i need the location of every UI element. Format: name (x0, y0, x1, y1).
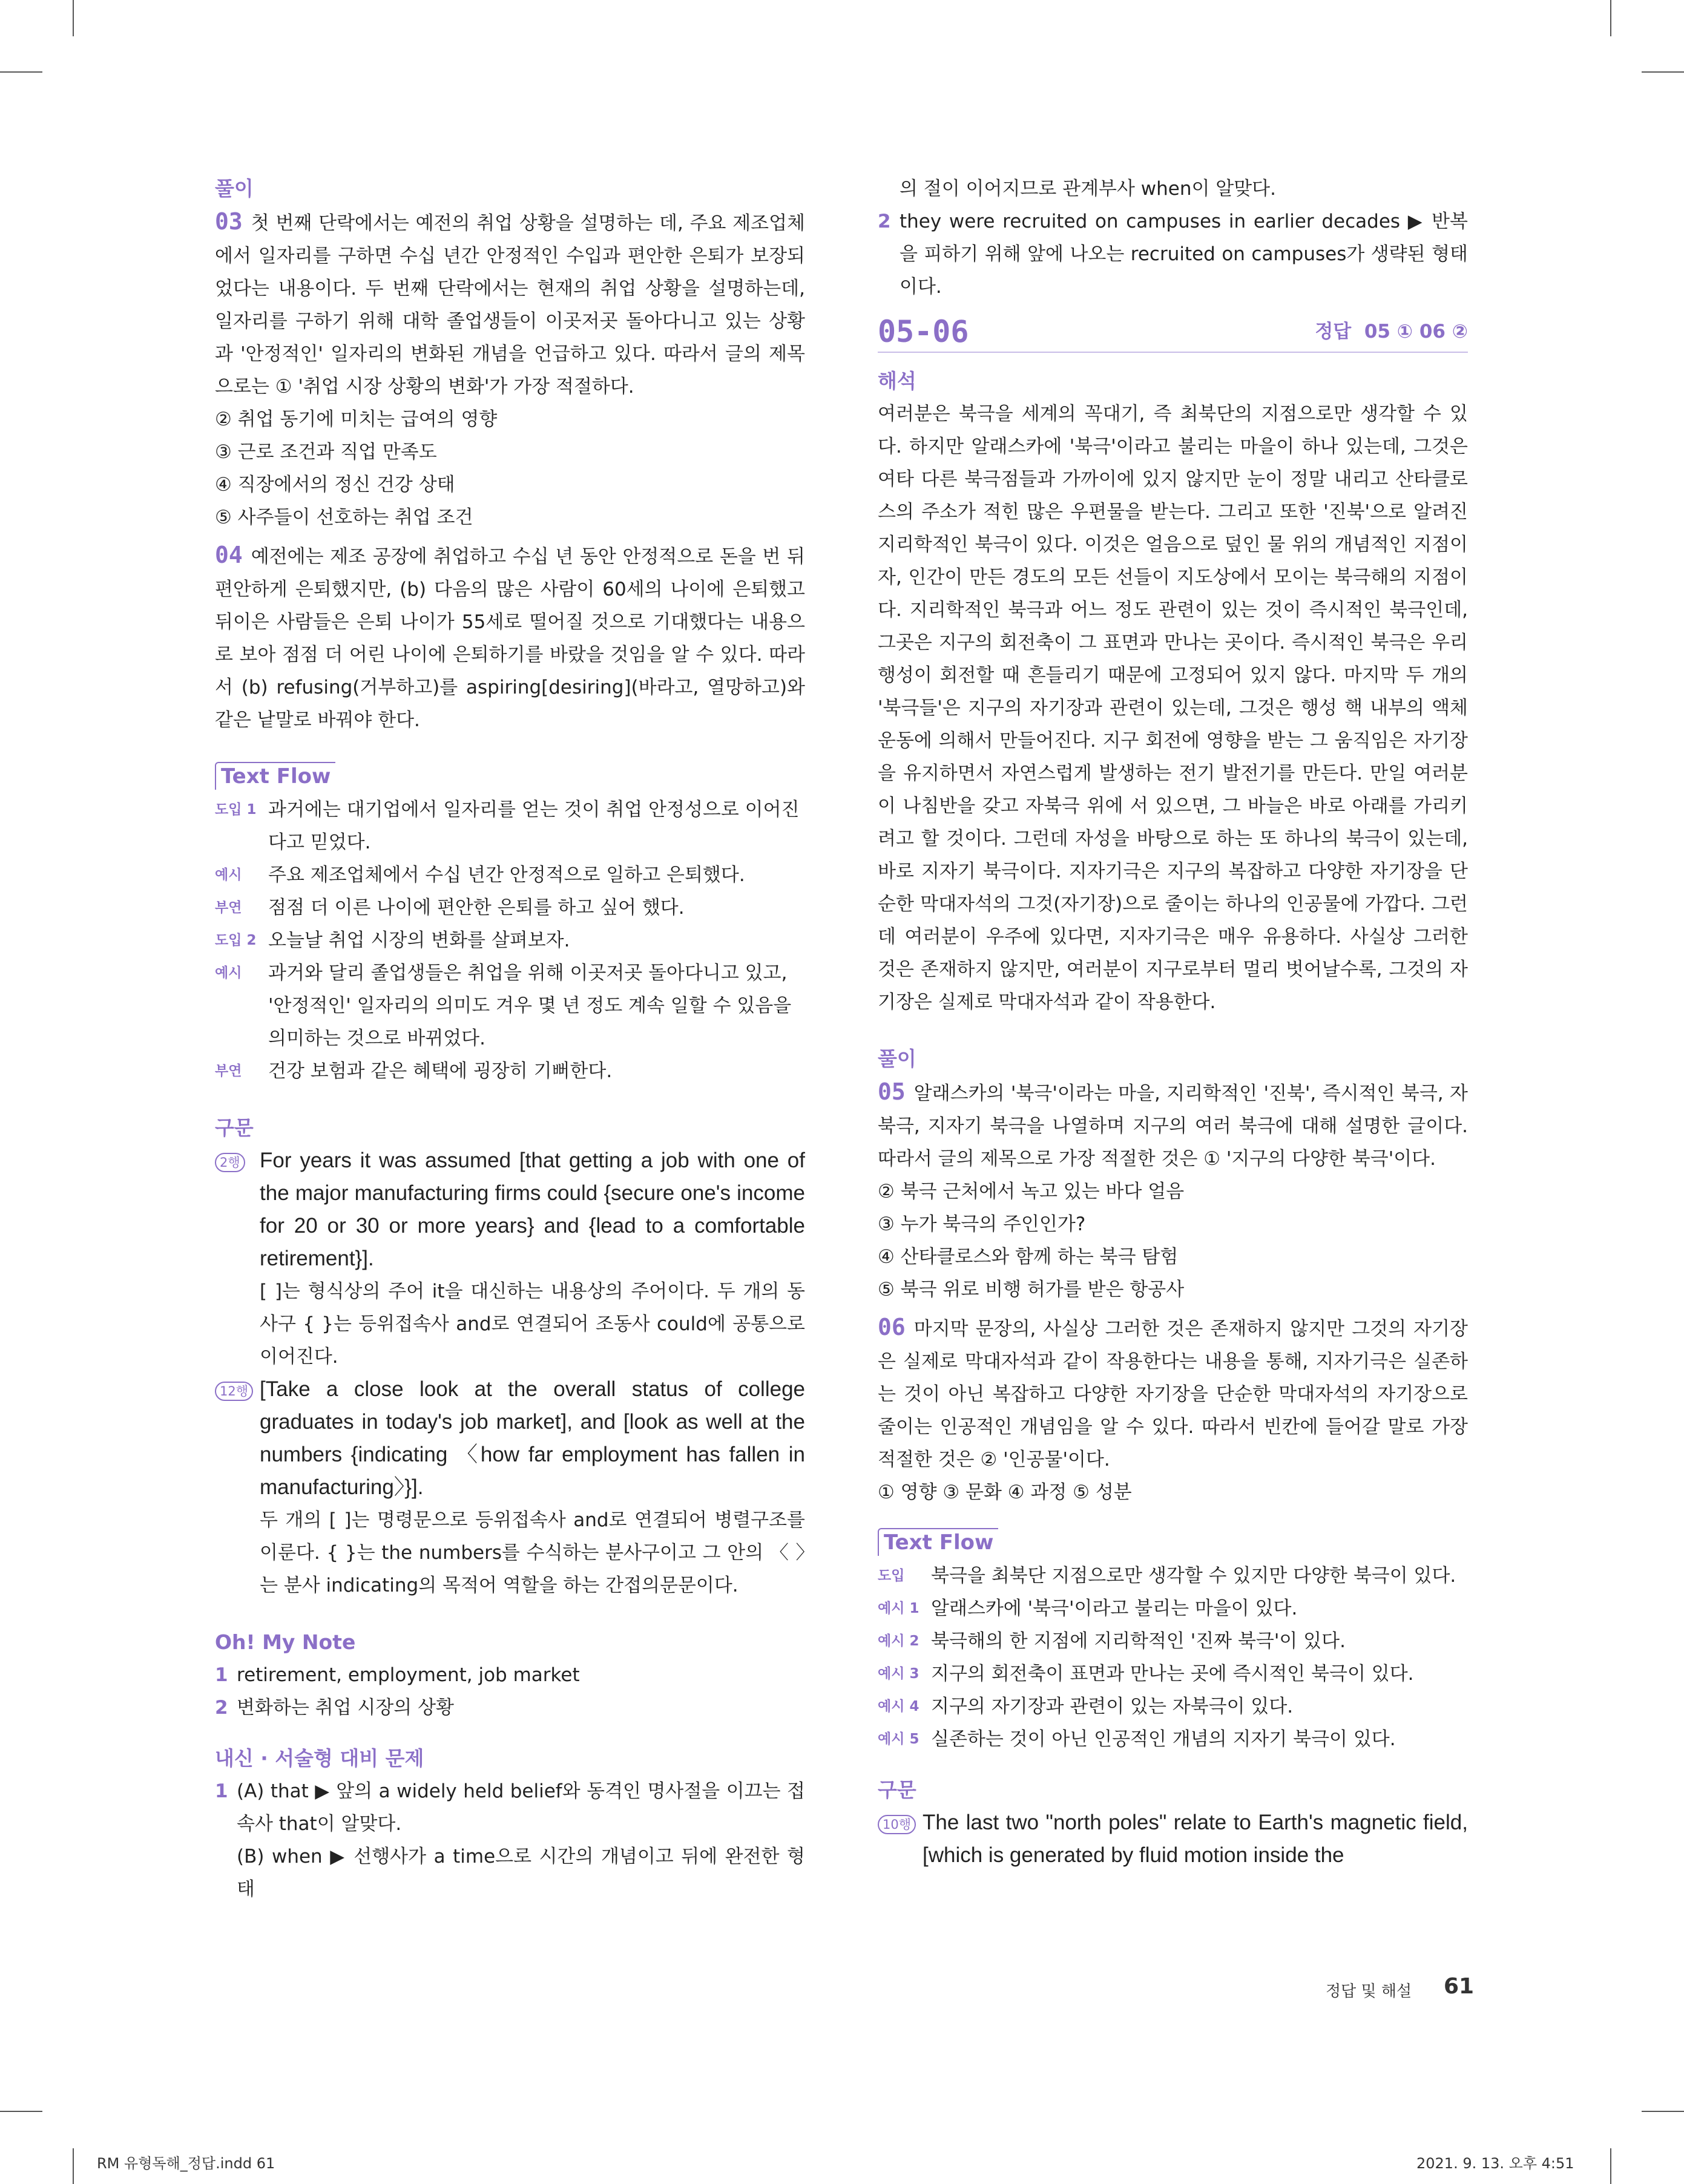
exercise-answer: 1 (A) that ▶ 앞의 a widely held belief와 동격인 명사절을 이끄는 접속사 that이 알맞다. (B) when ▶ 선행사가 a time으로 시간의 개념이고 뒤에 완전한 형태 (215, 1775, 805, 1906)
q03-text: 첫 번째 단락에서는 예전의 취업 상황을 설명하는 데, 주요 제조업체에서 일자리를 구하면 수십 년간 안정적인 수입과 편안한 은퇴가 보장되었다는 내용이다. 두 번째 단락에서는 현재의 취업 상황을 설명하는데, 일자리를 구하기 위해 대학 졸업생들이 이곳저곳 돌아다니고 있는 상황과 '안정적인' 일자리의 변화된 개념을 언급하고 있다. 따라서 글의 제목으로는 ① '취업 시장 상황의 변화'가 가장 적절하다. (215, 212, 805, 398)
text-flow-item (215, 793, 805, 859)
text-flow-label: 도입 1 (215, 802, 257, 818)
my-note-heading: Oh! My Note (215, 1630, 356, 1654)
print-date: 2021. 9. 13. 오후 4:51 (1416, 2155, 1574, 2172)
crop-mark (1642, 71, 1684, 73)
exercise-answer: 2 they were recruited on campuses in earlier decades ▶ 반복을 피하기 위해 앞에 나오는 recruited on campuses가 생략된 형태이다. (878, 211, 1468, 298)
text-flow-label: 도입 2 (215, 933, 257, 948)
text-flow-label: 예시 (215, 867, 242, 883)
q03-number: 03 (215, 208, 243, 235)
text-flow-text: 과거에는 대기업에서 일자리를 얻는 것이 취업 안정성으로 이어진다고 믿었다. (268, 799, 800, 853)
footer-section-label: 정답 및 해설 (1326, 1982, 1412, 2001)
q03-option: ③ 근로 조건과 직업 만족도 (215, 441, 437, 463)
grammar-explanation: 두 개의 [ ]는 명령문으로 등위접속사 and로 연결되어 병렬구조를 이룬다. { }는 the numbers를 수식하는 분사구이고 그 안의 〈 〉는 분사 indicating의 목적어 역할을 하는 간접의문문이다. (260, 1509, 805, 1596)
text-flow-item (215, 1055, 805, 1087)
crop-mark (73, 2148, 74, 2184)
q05-option: ④ 산타클로스와 함께 하는 북극 탐험 (878, 1246, 1179, 1268)
grammar-heading: 구문 (215, 1116, 254, 1140)
page-number: 61 (1444, 1974, 1475, 1999)
q06-explanation: 06 마지막 문장의, 사실상 그러한 것은 존재하지 않지만 그것의 자기장은 실제로 막대자석과 같이 작용한다는 내용을 통해, 지자기극은 실존하는 것이 아닌 복잡하고 다양한 자기장을 단순한 막대자석의 자기장으로 줄이는 인공적인 개념임을 알 수 있다. 따라서 빈칸에 들어갈 말로 가장 적절한 것은 ② '인공물'이다. (878, 1314, 1468, 1471)
grammar-explanation: [ ]는 형식상의 주어 it을 대신하는 내용상의 주어이다. 두 개의 동사구 { }는 등위접속사 and로 연결되어 조동사 could에 공통으로 이어진다. (260, 1281, 805, 1368)
answer-key: 정답 05 ① 06 ② (1315, 321, 1468, 343)
q03-option: ④ 직장에서의 정신 건강 상태 (215, 474, 455, 496)
text-flow-item (215, 957, 805, 1055)
solution-heading: 풀이 (215, 177, 254, 200)
crop-mark (0, 2111, 42, 2112)
q05-option: ② 북극 근처에서 녹고 있는 바다 얼음 (878, 1181, 1185, 1202)
text-flow-text: 과거와 달리 졸업생들은 취업을 위해 이곳저곳 돌아다니고 있고, '안정적인' 일자리의 의미도 겨우 몇 년 정도 계속 일할 수 있음을 의미하는 것으로 바뀌었다. (268, 962, 792, 1049)
text-flow-item (215, 924, 805, 957)
text-flow-label: 예시 (215, 965, 242, 981)
text-flow-item: 예시 4 지구의 자기장과 관련이 있는 자북극이 있다. (878, 1696, 1294, 1717)
left-column (215, 172, 805, 1906)
q03-explanation (215, 205, 805, 403)
text-flow-item: 예시 3 지구의 회전축이 표면과 만나는 곳에 즉시적인 북극이 있다. (878, 1663, 1414, 1685)
text-flow-label: 부연 (215, 1063, 242, 1079)
crop-mark (0, 71, 42, 73)
crop-mark (1642, 2111, 1684, 2112)
q05-option: ⑤ 북극 위로 비행 허가를 받은 항공사 (878, 1279, 1185, 1300)
grammar-item (215, 1373, 805, 1602)
q05-option: ③ 누가 북극의 주인인가? (878, 1213, 1086, 1235)
text-flow-item (215, 891, 805, 924)
text-flow-text: 주요 제조업체에서 수십 년간 안정적으로 일하고 은퇴했다. (268, 864, 745, 886)
q03-option: ② 취업 동기에 미치는 급여의 영향 (215, 408, 498, 430)
translation-text: 여러분은 북극을 세계의 꼭대기, 즉 최북단의 지점으로만 생각할 수 있다. 하지만 알래스카에 '북극'이라고 불리는 마을이 하나 있는데, 그것은 여타 다른 북극점들과 가까이에 있지 않지만 눈이 정말 내리고 산타클로스의 주소가 적힌 많은 우편물을 받는다. 그리고 또한 '진북'으로 알려진 지리학적인 북극이 있다. 이것은 얼음으로 덮인 물 위의 개념적인 지점이자, 인간이 만든 경도의 모든 선들이 지도상에서 모이는 북극해의 지점이다. 지리학적인 북극과 어느 정도 관련이 있는 것이 즉시적인 북극인데, 그곳은 지구의 회전축이 그 표면과 만나는 곳이다. 즉시적인 북극은 우리 행성이 회전할 때 흔들리기 때문에 고정되어 있지 않다. 마지막 두 개의 '북극들'은 지구의 자기장과 관련이 있는데, 그것은 행성 핵 내부의 액체 운동에 의해서 만들어진다. 지구 회전에 영향을 받는 그 움직임은 자기장을 유지하면서 자연스럽게 발생하는 전기 발전기를 만든다. 만일 여러분이 나침반을 갖고 자북극 위에 서 있으면, 그 바늘은 바로 아래를 가리키려고 할 것이다. 그런데 자성을 바탕으로 하는 또 하나의 북극이 있는데, 바로 지자기 북극이다. 지자기극은 지구의 복잡하고 다양한 자기장을 단순한 막대자석의 그것(자기장)으로 줄이는 하나의 인공물에 가깝다. 그런데 여러분이 우주에 있다면, 지자기극은 매우 유용하다. 사실상 그러한 것은 존재하지 않지만, 여러분이 지구로부터 멀리 벗어날수록, 그것의 자기장은 실제로 막대자석과 같이 작용한다. (878, 403, 1468, 1013)
text-flow-list (215, 793, 805, 1087)
line-tag: 10행 (878, 1815, 916, 1834)
exercise-continuation: 의 절이 이어지므로 관계부사 when이 알맞다. (900, 178, 1276, 200)
note-item: 2 변화하는 취업 시장의 상황 (215, 1697, 454, 1719)
crop-mark (1610, 2148, 1611, 2184)
exercise-answer-b: (B) when ▶ 선행사가 a time으로 시간의 개념이고 뒤에 완전한 형태 (237, 1846, 805, 1900)
note-item: 1 retirement, employment, job market (215, 1664, 580, 1686)
q06-options: ① 영향 ③ 문화 ④ 과정 ⑤ 성분 (878, 1481, 1132, 1503)
exercise-answer-a: (A) that ▶ 앞의 a widely held belief와 동격인 명사절을 이끄는 접속사 that이 알맞다. (237, 1780, 805, 1835)
text-flow-title: Text Flow (215, 762, 335, 790)
grammar-item (215, 1144, 805, 1373)
line-tag: 2행 (215, 1153, 245, 1172)
line-tag: 12행 (215, 1382, 253, 1401)
text-flow-list (878, 1559, 1468, 1756)
exercise-heading: 내신 · 서술형 대비 문제 (215, 1746, 424, 1770)
section-header (878, 315, 1468, 353)
q05-explanation: 05 알래스카의 '북극'이라는 마을, 지리학적인 '진북', 즉시적인 북극, 자북극, 지자기 북극을 나열하며 지구의 여러 북극에 대해 설명한 글이다. 따라서 글의 제목으로 가장 적절한 것은 ① '지구의 다양한 북극'이다. (878, 1078, 1468, 1170)
section-title: 05-06 (878, 314, 969, 349)
solution-heading: 풀이 (878, 1047, 916, 1071)
text-flow-label: 부연 (215, 900, 242, 916)
file-info: RM 유형독해_정답.indd 61 (97, 2155, 275, 2172)
grammar-sentence: The last two "north poles" relate to Earth's magnetic field, [which is generated by fluid motion inside the (923, 1811, 1468, 1867)
text-flow-item: 도입 북극을 최북단 지점으로만 생각할 수 있지만 다양한 북극이 있다. (878, 1565, 1456, 1587)
text-flow-text: 점점 더 이른 나이에 편안한 은퇴를 하고 싶어 했다. (268, 897, 685, 919)
grammar-sentence: [Take a close look at the overall status of college graduates in today's job market], and [look as well at the numbers {indicating 〈how far employment has fallen in manufacturing〉}]. (260, 1377, 805, 1499)
text-flow-item: 예시 5 실존하는 것이 아닌 인공적인 개념의 지자기 북극이 있다. (878, 1728, 1396, 1750)
right-column (878, 172, 1468, 1872)
q04-explanation (215, 539, 805, 736)
grammar-item (878, 1806, 1468, 1872)
grammar-heading: 구문 (878, 1778, 916, 1802)
text-flow-text: 오늘날 취업 시장의 변화를 살펴보자. (268, 930, 570, 951)
q03-option: ⑤ 사주들이 선호하는 취업 조건 (215, 507, 473, 528)
q04-number: 04 (215, 542, 243, 568)
text-flow-item (215, 859, 805, 891)
translation-heading: 해석 (878, 369, 916, 393)
text-flow-title: Text Flow (878, 1528, 998, 1556)
text-flow-text: 건강 보험과 같은 혜택에 굉장히 기뻐한다. (268, 1060, 613, 1082)
text-flow-item: 예시 2 북극해의 한 지점에 지리학적인 '진짜 북극'이 있다. (878, 1630, 1346, 1652)
grammar-sentence: For years it was assumed [that getting a job with one of the major manufacturing firms could {secure one's income for 20 or 30 or more years} and {lead to a comfortable retirement}]. (260, 1149, 805, 1270)
crop-mark (1610, 0, 1611, 36)
text-flow-item: 예시 1 알래스카에 '북극'이라고 불리는 마을이 있다. (878, 1598, 1298, 1619)
q04-text: 예전에는 제조 공장에 취업하고 수십 년 동안 안정적으로 돈을 번 뒤 편안하게 은퇴했지만, (b) 다음의 많은 사람이 60세의 나이에 은퇴했고 뒤이은 사람들은 은퇴 나이가 55세로 떨어질 것으로 기대했다는 내용으로 보아 점점 더 어린 나이에 은퇴하기를 바랐을 것임을 알 수 있다. 따라서 (b) refusing(거부하고)를 aspiring[desiring](바라고, 열망하고)와 같은 낱말로 바꿔야 한다. (215, 546, 805, 731)
crop-mark (73, 0, 74, 36)
